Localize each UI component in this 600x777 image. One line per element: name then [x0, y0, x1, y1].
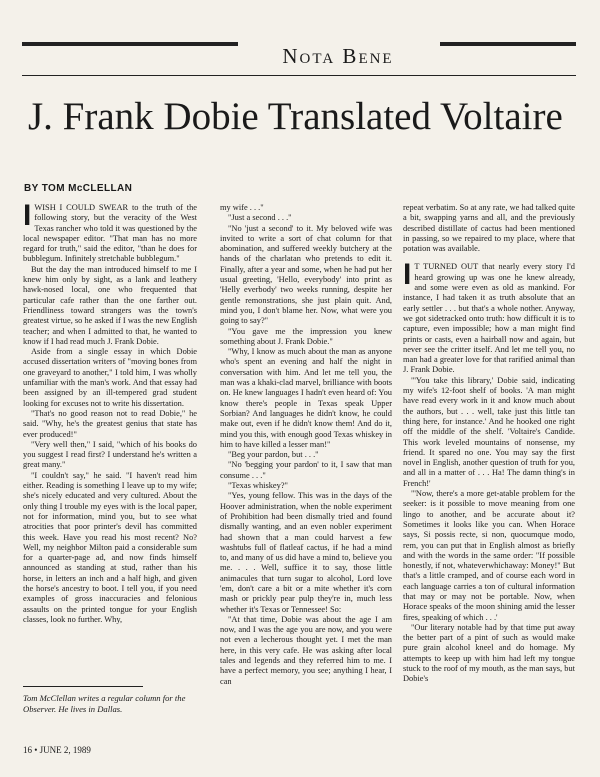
drop-cap: I: [403, 258, 412, 292]
page-folio: 16 • JUNE 2, 1989: [23, 745, 91, 755]
paragraph: "Just a second . . .": [228, 213, 292, 223]
paragraph: "Our literary notable had by that time put away the better part of a pint of such as would make pure grain alcohol kneel and do homage. My attempts to keep up with him had left my tongue stuck to the roof of my mouth, as the man says, but Dobie's: [403, 622, 575, 684]
author-bio: Tom McClellan writes a regular column for the Observer. He lives in Dallas.: [23, 693, 186, 714]
paragraph: "No 'just a second' to it. My beloved wife was invited to write a sort of chat column for that abomination, and suffered weekly butchery at the hands of the charlatan who pretends to edit it. Finally, after a year and some, when he had put her usual greeting, 'Hello, everybody' into print as 'Helly everbody' two weeks running, despite her gentle remonstrations, she just plain quit. And, mind you, I don't blame her. Now, what were you going to say?": [220, 223, 392, 326]
byline: BY TOM McCLELLAN: [24, 183, 133, 194]
article-title: J. Frank Dobie Translated Voltaire: [28, 95, 563, 138]
drop-cap: I: [23, 203, 32, 232]
paragraph: "'You take this library,' Dobie said, indicating my wife's 12-foot shelf of books. 'A man might have read every work in it and know much about the authors, but . . . well, take just this little tan thing here, for instance.' And he hooked one right off the middle of the shelf. 'Voltaire's Candide. This work leveled mountains of nonsense, my friend. It spared no one. You may say the first novel in English, another question of truth for you, and all in a matter of . . . Ha! The damn thing's in French!': [403, 375, 575, 488]
paragraph: repeat verbatim. So at any rate, we had talked quite a bit, swapping yarns and all, and the previously described distillate of cactus had been mentioned in passing, so we repaired to my place, where that potation was available.: [403, 203, 575, 254]
paragraph: "You gave me the impression you knew something about J. Frank Dobie.": [220, 326, 392, 346]
paragraph: "Texas whiskey?": [228, 481, 288, 491]
top-rule-thick-right: [440, 42, 576, 46]
top-rule-thin: [22, 75, 576, 76]
paragraph: Aside from a single essay in which Dobie accused dissertation writers of "moving bones from one graveyard to another," I told him, I was wholly unfamiliar with the man's work. And that essay had been assigned by an ill-tempered grad student looking for excuses not to write his dissertation.: [23, 347, 197, 408]
paragraph: "At that time, Dobie was about the age I am now, and I was the age you are now, and you were not even a lecherous thought yet. I met the man here, in this very cafe. He was asking after local tales and legends and they referred him to me. I have a perfect memory, you see; anything I hear, I can: [220, 614, 392, 686]
paragraph: "I couldn't say," he said. "I haven't read him either. Reading is something I leave up to my wife; she's nicely educated and very cultured. About the only thing I trouble my eyes with is the local paper, not for information, mind you, but to see what atrocities that poor printer's devil has committed this week. Have you read his most recent? No? Well, my neighbor Milton paid a considerable sum for a quarter-page ad, and now finds himself announced as standing at stud, rather than his horse, in letters an inch and a half high, and given the horse's ancestry to boot. I tell you, if you need examples of gross inaccuracies and felonious assaults on the printed tongue for your English classes, look no further. Why,: [23, 470, 197, 624]
section-label: Nota Bene: [282, 44, 394, 68]
paragraph: IWISH I COULD SWEAR to the truth of the following story, but the veracity of the West Texas rancher who told it was questioned by the local newspaper editor. "That man has no more regard for truth," said the editor, "than he does for bubblegum. Infinitely stretchable bubblegum.": [23, 203, 197, 264]
column-2: [220, 203, 392, 753]
paragraph: But the day the man introduced himself to me I knew him only by sight, as a lank and leathery hawk-nosed local, one who frequented that particular cafe rather than the one farther out. Friendliness toward strangers was the town's greatest virtue, so he asked if I was the new English teacher; and when I admitted to that, he wanted to know if I had read much J. Frank Dobie.: [23, 264, 197, 346]
bio-rule: [23, 686, 143, 687]
paragraph: "Very well then," I said, "which of his books do you suggest I read first? I understand he's written a great many.": [23, 439, 197, 470]
paragraph: "'Now, there's a more get-atable problem for the seeker: is it possible to move meaning from one lingo to another, and be accurate about it? Sometimes it looks like you can. When Horace says, Si possis recte, si non, quocumque modo, rem, you can put that in English almost as briefly and with the words in the same order: "If possible honestly, if not, whateverwhichaway: Money!" But that's a little cramped, and of course each word in each language carries a ton of cultural information that may or may not be portable. Now, when Horace speaks of the moon shining amid the lesser fires, speaking of which . . .': [403, 489, 575, 622]
paragraph: "Yes, young fellow. This was in the days of the Hoover administration, when the noble experiment of Prohibition had been dismally tried and found dismally wanting, and an even nobler experiment had shown that a man could harvest a few washtubs full of flatleaf cactus, if he had a mind to, and many of us did have a mind to, believe you me. . . . Well, suffice it to say, those little animacules that turn sugar to alcohol, Lord love 'em, don't care a bit or a mite whether it's corn mash or prickly pear pulp they're in, much less whether it's Texas or Tennessee! So:: [220, 491, 392, 614]
column-1: [23, 203, 197, 649]
top-rule-thick: [22, 42, 238, 46]
paragraph: "That's no good reason not to read Dobie," he said. "Why, he's the greatest genius that state has ever produced!": [23, 408, 197, 439]
column-3: [403, 203, 575, 753]
paragraph: "Why, I know as much about the man as anyone who's spent an evening and half the night in conversation with him. And let me tell you, the man was a khaki-clad marvel, brilliance with boots on. He knew languages I hadn't even heard of: You know there's people in Texas speak Upper Sorbian? And languages he didn't know, he could make out, even if he didn't know them! And do it, mind you this, with enough good Texas whiskey in him to have killed a lesser man!": [220, 347, 392, 449]
paragraph: "Beg your pardon, but . . .": [228, 450, 319, 460]
paragraph: my wife . . .": [220, 203, 264, 212]
paragraph: I T TURNED OUT that nearly every story I'd heard growing up was one he knew already, and some were even as old as mankind. For instance, I had taken it as truth absolute that an early settler . . . but that's a whole nother. Anyway, we got sidetracked onto truth: how difficult it is to capture, even impossible; how a man might find prints or casts, even a hairball now and again, but never see the critter itself. And let me tell you, no man had a greater love for that rarified animal than J. Frank Dobie.: [403, 258, 575, 375]
paragraph: "No 'begging your pardon' to it, I saw that man consume . . .": [220, 460, 392, 480]
